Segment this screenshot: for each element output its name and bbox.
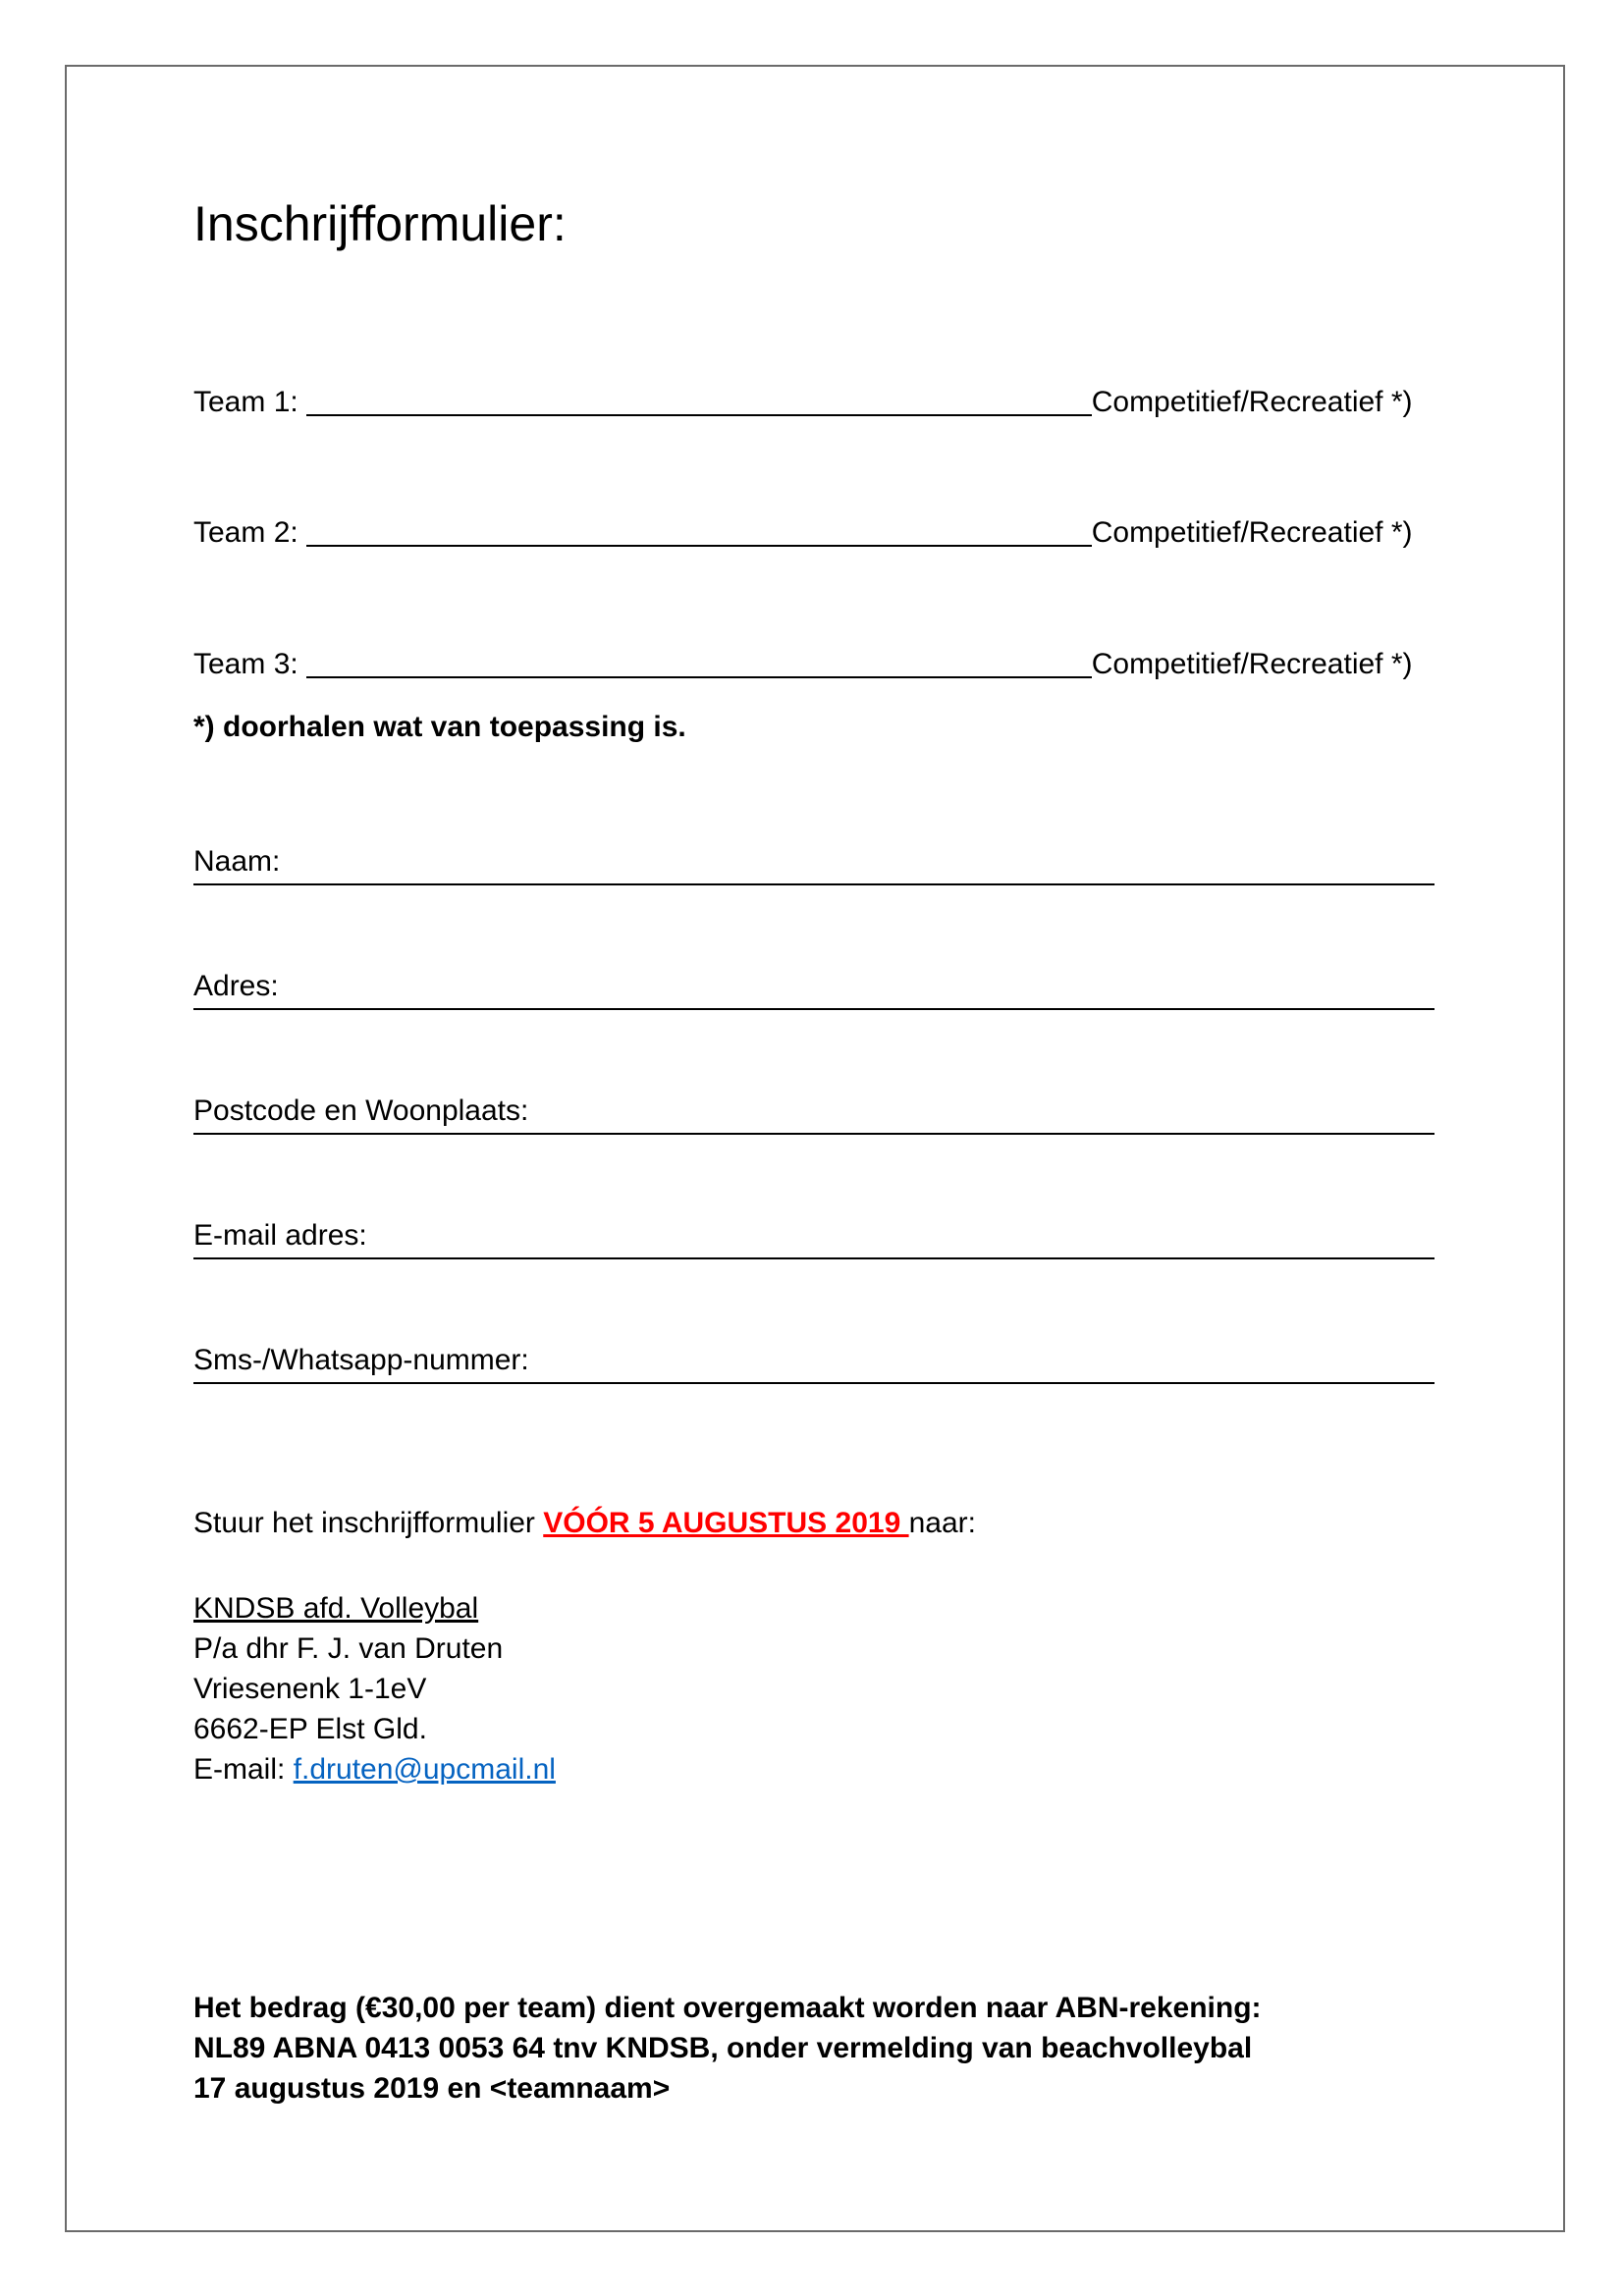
email-line (193, 1749, 556, 1789)
name-field[interactable] (193, 844, 1435, 885)
email-label: E-mail: (193, 1753, 294, 1786)
email-field[interactable] (193, 1218, 1435, 1259)
team-row-2 (193, 515, 1435, 551)
payment-line-2: NL89 ABNA 0413 0053 64 tnv KNDSB, onder vermelding van beachvolleybal (193, 2032, 1253, 2064)
team-row-1 (193, 385, 1435, 420)
field-label: Sms-/Whatsapp-nummer: (193, 1344, 529, 1376)
team-name-input-line[interactable] (306, 647, 1092, 678)
field-label: Postcode en Woonplaats: (193, 1095, 529, 1127)
strike-through-note: *) doorhalen wat van toepassing is. (193, 711, 686, 743)
street-line: Vriesenenk 1-1eV (193, 1673, 427, 1705)
payment-line-1: Het bedrag (€30,00 per team) dient overgemaakt worden naar ABN-rekening: (193, 1992, 1262, 2024)
team-row-3 (193, 647, 1435, 682)
city-line: 6662-EP Elst Gld. (193, 1713, 427, 1745)
team-label: Team 3: (193, 648, 298, 680)
payment-line-3: 17 augustus 2019 en <teamnaam> (193, 2072, 671, 2105)
field-label: E-mail adres: (193, 1219, 367, 1252)
team-category-choice: Competitief/Recreatief *) (1091, 386, 1413, 418)
send-prefix: Stuur het inschrijfformulier (193, 1507, 544, 1539)
team-label: Team 2: (193, 516, 298, 549)
team-label: Team 1: (193, 386, 298, 418)
phone-field[interactable] (193, 1343, 1435, 1384)
field-label: Naam: (193, 845, 281, 878)
field-label: Adres: (193, 970, 279, 1002)
deadline-text: VÓÓR 5 AUGUSTUS 2019 (543, 1507, 909, 1539)
organization-name: KNDSB afd. Volleybal (193, 1592, 479, 1625)
send-suffix: naar: (908, 1507, 976, 1539)
team-name-input-line[interactable] (306, 385, 1092, 416)
form-title: Inschrijfformulier: (193, 196, 567, 251)
team-category-choice: Competitief/Recreatief *) (1091, 516, 1413, 549)
payment-instructions (193, 1988, 1262, 2109)
send-instruction (193, 1507, 976, 1540)
attention-line: P/a dhr F. J. van Druten (193, 1632, 504, 1665)
team-category-choice: Competitief/Recreatief *) (1091, 648, 1413, 680)
mailing-address (193, 1588, 556, 1789)
postcode-city-field[interactable] (193, 1094, 1435, 1135)
address-field[interactable] (193, 969, 1435, 1010)
team-name-input-line[interactable] (306, 515, 1092, 547)
email-link[interactable]: f.druten@upcmail.nl (293, 1753, 556, 1786)
